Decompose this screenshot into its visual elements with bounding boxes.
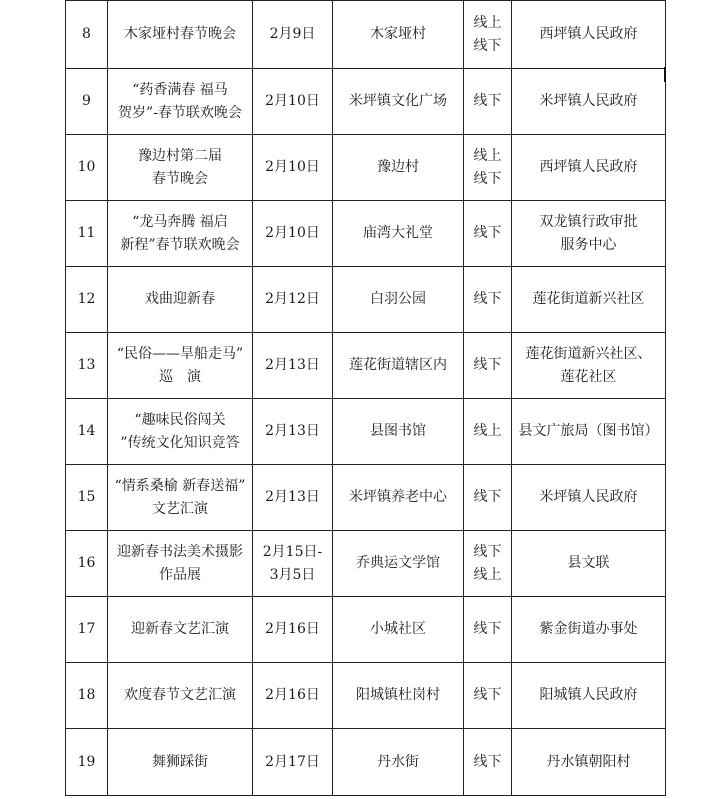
event-mode-line: 线下 — [473, 489, 502, 505]
event-venue-line: 木家垭村 — [370, 26, 426, 42]
event-venue — [333, 729, 464, 796]
row-number: 19 — [66, 729, 108, 796]
event-name-line: 豫边村第二届 — [138, 147, 222, 164]
event-date — [253, 399, 333, 465]
event-venue-line: 莲花街道辖区内 — [349, 357, 447, 373]
event-organizer — [512, 663, 666, 729]
row-number: 11 — [66, 201, 108, 267]
row-number: 17 — [66, 597, 108, 663]
table-row — [66, 69, 666, 135]
event-organizer-line: 西坪镇人民政府 — [539, 159, 638, 175]
event-mode-line: 线下 — [473, 291, 502, 307]
event-name — [108, 69, 253, 135]
event-organizer-line: 紫金街道办事处 — [539, 621, 638, 637]
event-date-line: 2月10日 — [265, 93, 320, 109]
event-date-line: 2月16日 — [265, 621, 320, 637]
table-row — [66, 201, 666, 267]
event-date — [253, 663, 333, 729]
event-name-line: 春节晚会 — [152, 170, 208, 187]
row-number: 15 — [66, 465, 108, 531]
event-name — [108, 135, 253, 201]
event-date-line: 2月15日- — [262, 543, 323, 560]
event-mode — [464, 267, 512, 333]
event-mode — [464, 597, 512, 663]
edge-mark — [664, 67, 666, 82]
event-name-line: 欢度春节文艺汇演 — [124, 687, 236, 703]
event-mode-line: 线下 — [473, 687, 502, 703]
event-organizer-line: 双龙镇行政审批 — [539, 213, 638, 230]
table-row — [66, 663, 666, 729]
event-mode-line: 线下 — [473, 357, 502, 373]
event-date — [253, 1, 333, 69]
event-venue-line: 县图书馆 — [370, 423, 426, 439]
event-name — [108, 465, 253, 531]
event-name-line: 迎新春书法美术摄影 — [117, 543, 243, 560]
event-mode — [464, 729, 512, 796]
row-number: 9 — [66, 69, 108, 135]
event-date — [253, 333, 333, 399]
event-venue-line: 白羽公园 — [370, 291, 426, 307]
event-date — [253, 69, 333, 135]
event-date-line: 2月13日 — [265, 489, 320, 505]
event-name — [108, 333, 253, 399]
event-venue-line: 米坪镇文化广场 — [349, 93, 447, 109]
event-organizer-line: 县文联 — [567, 555, 610, 571]
event-venue — [333, 69, 464, 135]
row-number: 13 — [66, 333, 108, 399]
event-venue — [333, 663, 464, 729]
event-organizer — [512, 69, 666, 135]
event-venue — [333, 201, 464, 267]
event-name — [108, 531, 253, 597]
event-name-line: 巡 演 — [159, 368, 201, 385]
event-organizer — [512, 729, 666, 796]
event-organizer-line: 阳城镇人民政府 — [539, 687, 638, 703]
event-date-line: 2月10日 — [265, 225, 320, 241]
event-organizer-line: 莲花社区 — [560, 368, 617, 385]
table-row — [66, 135, 666, 201]
event-date-line: 2月17日 — [265, 753, 320, 770]
event-organizer — [512, 333, 666, 399]
event-date — [253, 531, 333, 597]
event-organizer-line: 西坪镇人民政府 — [539, 26, 638, 42]
event-name-line: “龙马奔腾 福启 — [132, 213, 228, 230]
event-name-line: 作品展 — [159, 566, 201, 583]
event-date-line: 2月12日 — [265, 291, 320, 307]
table-row — [66, 729, 666, 796]
event-name-line: “趣味民俗闯关 — [134, 411, 226, 428]
table-row — [66, 333, 666, 399]
event-mode-line: 线下 — [473, 93, 502, 109]
table-row — [66, 399, 666, 465]
event-mode — [464, 333, 512, 399]
event-name — [108, 267, 253, 333]
event-name-line: 文艺汇演 — [152, 500, 208, 517]
event-name-line: 迎新春文艺汇演 — [131, 621, 229, 637]
event-name — [108, 1, 253, 69]
event-organizer — [512, 465, 666, 531]
event-mode — [464, 135, 512, 201]
event-mode-line: 线上 — [473, 423, 502, 439]
event-mode-line: 线下 — [473, 37, 502, 54]
event-venue-line: 庙湾大礼堂 — [363, 225, 433, 241]
event-mode-line: 线下 — [473, 225, 502, 241]
event-venue — [333, 1, 464, 69]
event-organizer-line: 县文广旅局（图书馆） — [518, 423, 659, 439]
event-date — [253, 135, 333, 201]
event-mode-line: 线上 — [473, 147, 502, 164]
event-venue-line: 豫边村 — [377, 159, 419, 175]
event-name-line: 戏曲迎新春 — [145, 291, 215, 307]
event-organizer-line: 米坪镇人民政府 — [539, 93, 638, 109]
event-mode — [464, 69, 512, 135]
event-date-line: 2月9日 — [269, 26, 316, 42]
event-mode — [464, 465, 512, 531]
event-mode — [464, 663, 512, 729]
row-number: 14 — [66, 399, 108, 465]
event-name — [108, 399, 253, 465]
event-mode-line: 线下 — [473, 170, 502, 187]
event-mode-line: 线下 — [473, 621, 502, 637]
event-date — [253, 597, 333, 663]
event-organizer — [512, 399, 666, 465]
event-organizer — [512, 267, 666, 333]
event-name — [108, 201, 253, 267]
event-venue-line: 小城社区 — [370, 621, 426, 637]
event-name-line: “民俗——旱船走马” — [116, 345, 244, 362]
event-mode — [464, 399, 512, 465]
event-venue — [333, 333, 464, 399]
event-organizer-line: 服务中心 — [560, 236, 617, 253]
event-name-line: 新程”春节联欢晚会 — [120, 236, 240, 253]
event-name-line: 舞狮踩街 — [152, 753, 208, 770]
event-date-line: 2月16日 — [265, 687, 320, 703]
event-venue-line: 米坪镇养老中心 — [349, 489, 447, 505]
event-organizer-line: 莲花街道新兴社区、 — [525, 345, 652, 362]
event-venue — [333, 465, 464, 531]
table-row — [66, 465, 666, 531]
event-mode-line: 线下 — [473, 753, 502, 770]
event-venue-line: 乔典运文学馆 — [356, 555, 440, 571]
table-row — [66, 267, 666, 333]
event-organizer-line: 莲花街道新兴社区 — [532, 291, 645, 307]
event-mode — [464, 201, 512, 267]
event-mode — [464, 1, 512, 69]
event-venue-line: 丹水街 — [377, 753, 419, 770]
event-organizer — [512, 1, 666, 69]
event-organizer — [512, 135, 666, 201]
event-name — [108, 597, 253, 663]
row-number: 18 — [66, 663, 108, 729]
row-number: 16 — [66, 531, 108, 597]
event-schedule-table — [65, 0, 666, 796]
event-mode — [464, 531, 512, 597]
event-mode-line: 线上 — [473, 566, 502, 583]
event-name — [108, 663, 253, 729]
event-date-line: 3月5日 — [269, 566, 316, 583]
event-date-line: 2月13日 — [265, 423, 320, 439]
event-name-line: 木家垭村春节晚会 — [124, 26, 236, 42]
event-venue — [333, 135, 464, 201]
table-row — [66, 1, 666, 69]
event-name-line: “药香满春 福马 — [132, 81, 228, 98]
table-row — [66, 597, 666, 663]
event-venue — [333, 399, 464, 465]
row-number: 12 — [66, 267, 108, 333]
event-date-line: 2月13日 — [265, 357, 320, 373]
event-date — [253, 465, 333, 531]
event-organizer — [512, 531, 666, 597]
event-date-line: 2月10日 — [265, 159, 320, 175]
event-venue — [333, 597, 464, 663]
event-organizer-line: 米坪镇人民政府 — [539, 489, 638, 505]
event-name-line: 贺岁”-春节联欢晚会 — [118, 104, 242, 121]
event-venue — [333, 267, 464, 333]
event-organizer — [512, 597, 666, 663]
event-name — [108, 729, 253, 796]
event-organizer-line: 丹水镇朝阳村 — [546, 753, 631, 770]
table-body — [66, 1, 666, 796]
event-name-line: ”传统文化知识竞答 — [120, 434, 240, 451]
table-row — [66, 531, 666, 597]
event-date — [253, 201, 333, 267]
event-venue-line: 阳城镇杜岗村 — [356, 687, 440, 703]
event-name-line: “情系桑榆 新春送福” — [114, 477, 246, 494]
event-date — [253, 267, 333, 333]
event-mode-line: 线上 — [473, 14, 502, 31]
event-date — [253, 729, 333, 796]
row-number: 8 — [66, 1, 108, 69]
event-venue — [333, 531, 464, 597]
event-organizer — [512, 201, 666, 267]
row-number: 10 — [66, 135, 108, 201]
event-mode-line: 线下 — [473, 543, 502, 560]
